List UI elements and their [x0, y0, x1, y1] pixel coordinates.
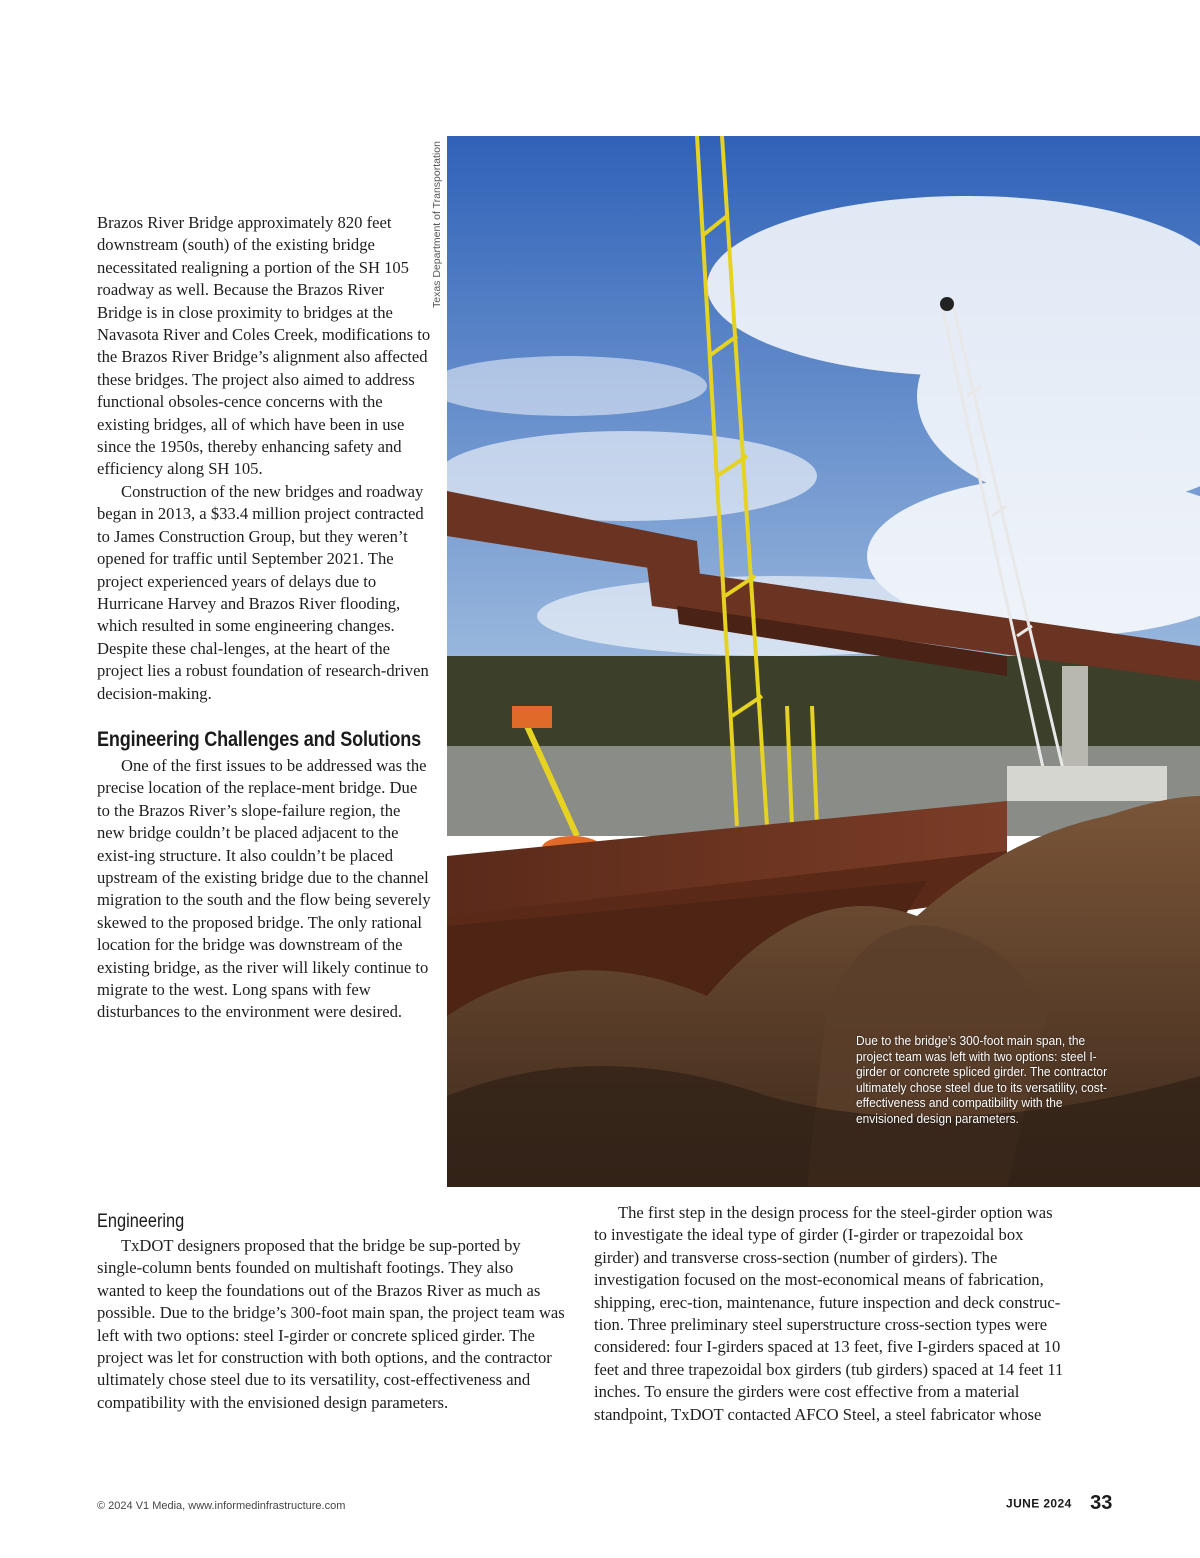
left-paragraph-1: Brazos River Bridge approximately 820 feet downstream (south) of the existing bridge necessitated realigning a portion of the SH 105 roadway as well. Because the Brazos River Bridge is in close proximity to bridges at the Navasota River and Coles Creek, modifications to the Brazos River Bridge’s alignment also affected these bridges. The project also aimed to address functional obsoles-cence concerns with the existing bridges, all of which have been in use since the 1950s, thereby enhancing safety and efficiency along SH 105.	[97, 213, 431, 479]
section-heading: Engineering Challenges and Solutions	[97, 727, 421, 751]
photo-credit-text: Texas Department of Transportation	[431, 141, 443, 308]
left-paragraph-3: One of the first issues to be addressed was the precise location of the replace-ment bridge. Due to the Brazos River’s slope-failure region, the new bridge couldn’t be placed adjacent to the exist-ing structure. It also couldn’t be placed upstream of the existing bridge due to the channel migration to the south and the flow being severely skewed to the proposed bridge. The only rational location for the bridge was downstream of the existing bridge, as the river will likely continue to migrate to the west. Long spans with few disturbances to the environment were desired.	[97, 755, 431, 1022]
issue-date: JUNE 2024	[1006, 1496, 1072, 1511]
photo-illustration	[447, 136, 1200, 1187]
bottom-right-column	[594, 1202, 1066, 1426]
bottom-right-paragraph: The first step in the design process for the steel-girder option was to investigate the ideal type of girder (I-girder or trapezoidal box girder) and transverse cross-section (number of girders). The investigation focused on the most-economical means of fabrication, shipping, erec-tion, maintenance, future inspection and deck construc-tion. Three preliminary steel superstructure cross-section types were considered: four I-girders spaced at 13 feet, five I-girders spaced at 10 feet and three trapezoidal box girders (tub girders) spaced at 14 feet 11 inches. To ensure the girders were cost effective from a material standpoint, TxDOT contacted AFCO Steel, a steel fabricator whose	[594, 1203, 1064, 1424]
footer-copyright: © 2024 V1 Media, www.informedinfrastructure.com	[97, 1500, 346, 1512]
left-paragraph-2: Construction of the new bridges and roadway began in 2013, a $33.4 million project contracted to James Construction Group, but they weren’t opened for traffic until September 2021. The project experienced years of delays due to Hurricane Harvey and Brazos River flooding, which resulted in some engineering changes. Despite these chal-lenges, at the heart of the project lies a robust foundation of research-driven decision-making.	[97, 481, 429, 703]
engineering-subheading: Engineering	[97, 1211, 185, 1232]
photo-credit	[431, 138, 445, 308]
page-number: 33	[1090, 1492, 1113, 1514]
bottom-left-column	[97, 1235, 565, 1414]
bottom-left-paragraph: TxDOT designers proposed that the bridge be sup-ported by single-column bents founded on multishaft footings. They also wanted to keep the foundations out of the Brazos River as much as possible. Due to the bridge’s 300-foot main span, the project team was left with two options: steel I-girder or concrete spliced girder. The project was let for construction with both options, and the contractor ultimately chose steel due to its versatility, cost-effectiveness and compatibility with the envisioned design parameters.	[97, 1236, 565, 1412]
footer-issue	[1006, 1492, 1112, 1515]
bridge-construction-photo	[447, 136, 1200, 1187]
crane-base	[1007, 766, 1167, 801]
left-column	[97, 212, 432, 1024]
photo-caption: Due to the bridge’s 300-foot main span, the project team was left with two options: steel I-girder or concrete spliced girder. The contractor ultimately chose steel due to its versatility, cost-effectiveness and compatibility with the envisioned design parameters.	[856, 1033, 1108, 1126]
